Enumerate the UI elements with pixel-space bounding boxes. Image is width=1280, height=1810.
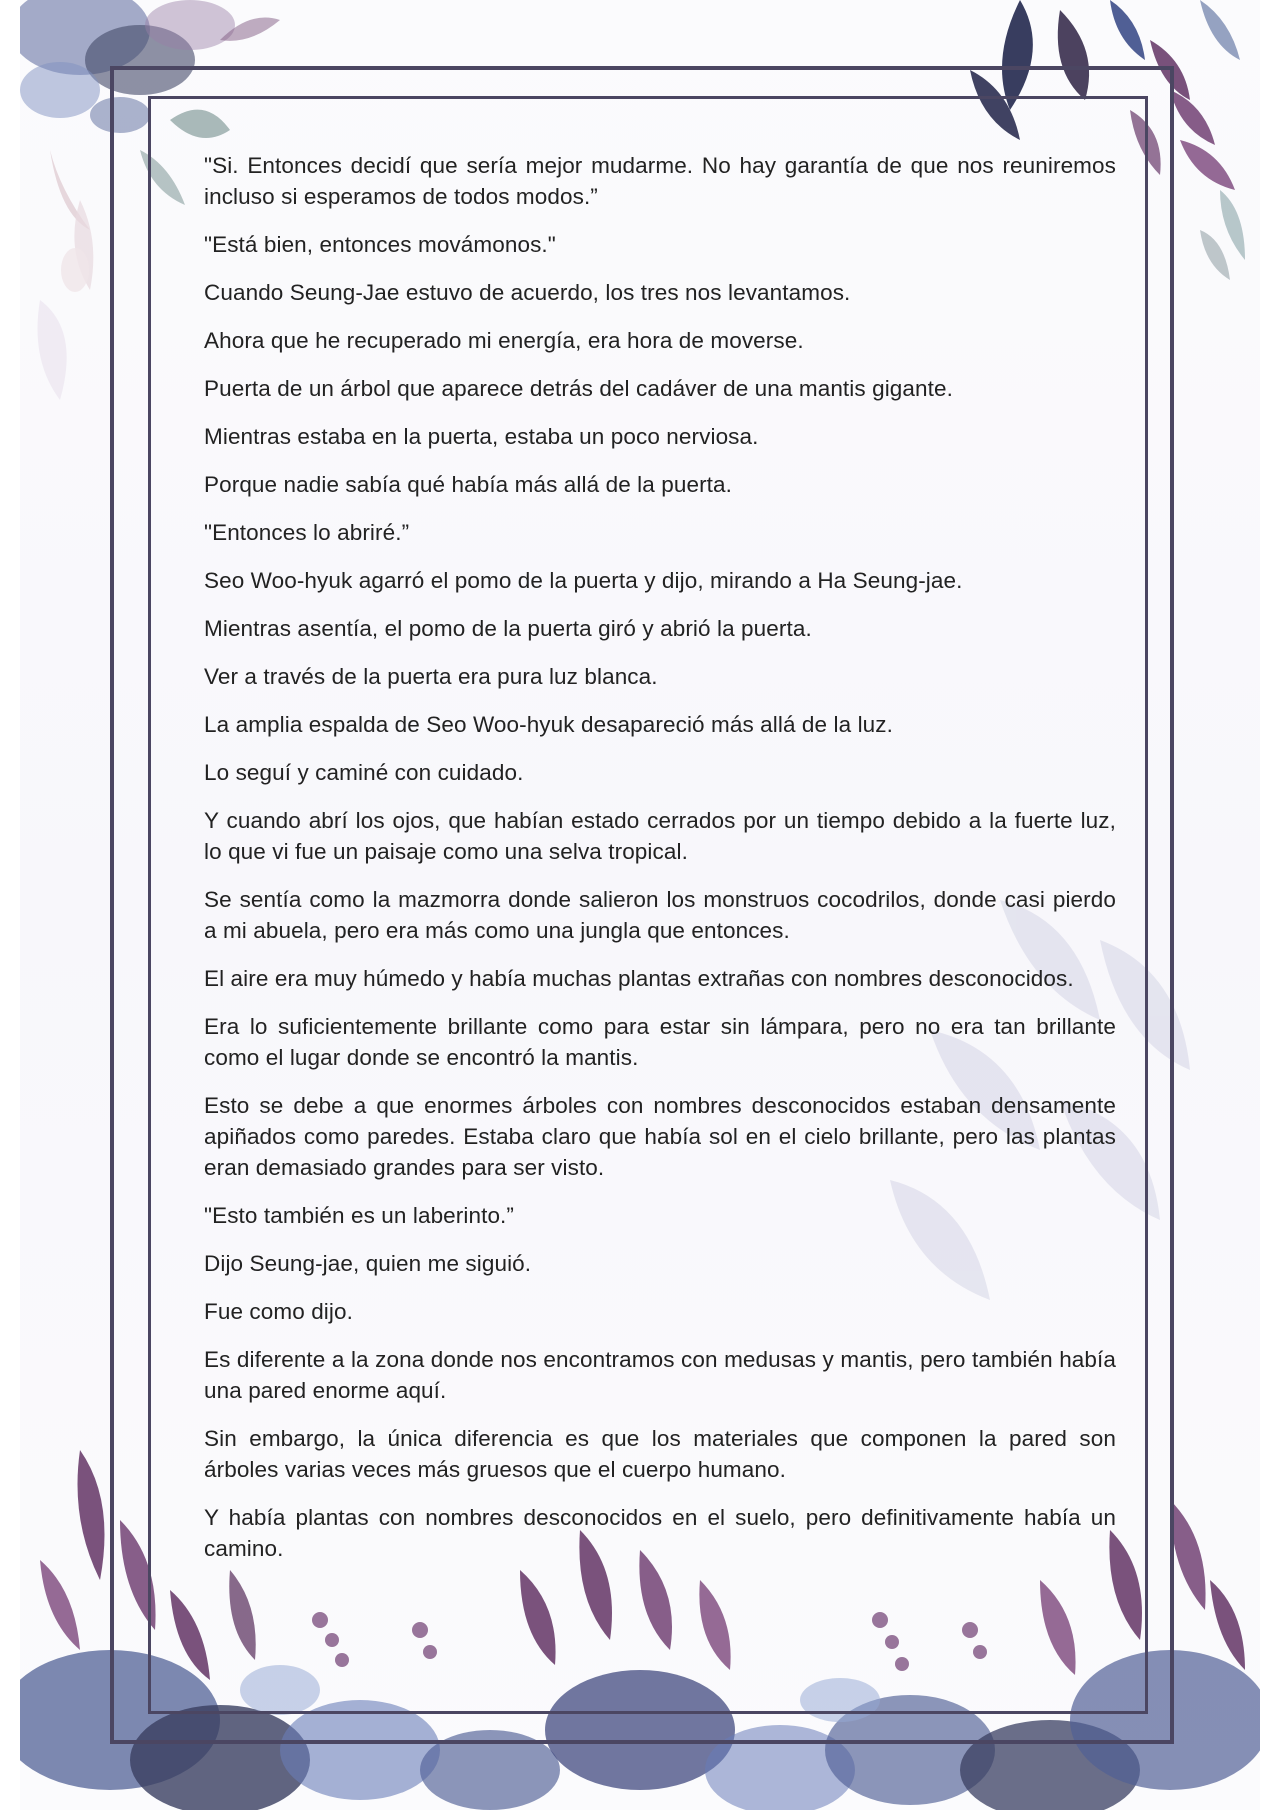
paragraph: Se sentía como la mazmorra donde salieron los monstruos cocodrilos, donde casi pierdo a mi abuela, pero era más como una jungla que entonces.	[204, 887, 1116, 943]
paragraph: Ver a través de la puerta era pura luz blanca.	[204, 664, 658, 689]
paragraph: Es diferente a la zona donde nos encontramos con medusas y mantis, pero también había una pared enorme aquí.	[204, 1347, 1116, 1403]
paragraph: "Esto también es un laberinto.”	[204, 1203, 515, 1228]
paragraph: Cuando Seung-Jae estuvo de acuerdo, los tres nos levantamos.	[204, 280, 851, 305]
paragraph: Seo Woo-hyuk agarró el pomo de la puerta y dijo, mirando a Ha Seung-jae.	[204, 568, 963, 593]
paragraph: "Entonces lo abriré.”	[204, 520, 410, 545]
paragraph: Porque nadie sabía qué había más allá de la puerta.	[204, 472, 732, 497]
paragraph: Sin embargo, la única diferencia es que los materiales que componen la pared son árboles varias veces más gruesos que el cuerpo humano.	[204, 1426, 1116, 1482]
document-body	[204, 150, 1116, 1581]
paragraph: Lo seguí y caminé con cuidado.	[204, 760, 524, 785]
paragraph: Puerta de un árbol que aparece detrás del cadáver de una mantis gigante.	[204, 376, 953, 401]
paragraph: Dijo Seung-jae, quien me siguió.	[204, 1251, 532, 1276]
paragraph: Era lo suficientemente brillante como para estar sin lámpara, pero no era tan brillante como el lugar donde se encontró la mantis.	[204, 1014, 1116, 1070]
paragraph: Mientras asentía, el pomo de la puerta giró y abrió la puerta.	[204, 616, 812, 641]
paragraph: La amplia espalda de Seo Woo-hyuk desapareció más allá de la luz.	[204, 712, 893, 737]
paragraph: Y había plantas con nombres desconocidos en el suelo, pero definitivamente había un camino.	[204, 1505, 1116, 1561]
paragraph: Mientras estaba en la puerta, estaba un poco nerviosa.	[204, 424, 759, 449]
paragraph: Y cuando abrí los ojos, que habían estado cerrados por un tiempo debido a la fuerte luz, lo que vi fue un paisaje como una selva tropical.	[204, 808, 1116, 864]
paragraph: Esto se debe a que enormes árboles con nombres desconocidos estaban densamente apiñados como paredes. Estaba claro que había sol en el cielo brillante, pero las plantas eran demasiado grandes para ser visto.	[204, 1093, 1116, 1180]
paragraph: Ahora que he recuperado mi energía, era hora de moverse.	[204, 328, 804, 353]
document-page	[20, 0, 1260, 1810]
paragraph: "Está bien, entonces movámonos."	[204, 232, 556, 257]
paragraph: El aire era muy húmedo y había muchas plantas extrañas con nombres desconocidos.	[204, 966, 1074, 991]
paragraph: Fue como dijo.	[204, 1299, 353, 1324]
paragraph: "Si. Entonces decidí que sería mejor mudarme. No hay garantía de que nos reuniremos incluso si esperamos de todos modos.”	[204, 153, 1116, 209]
